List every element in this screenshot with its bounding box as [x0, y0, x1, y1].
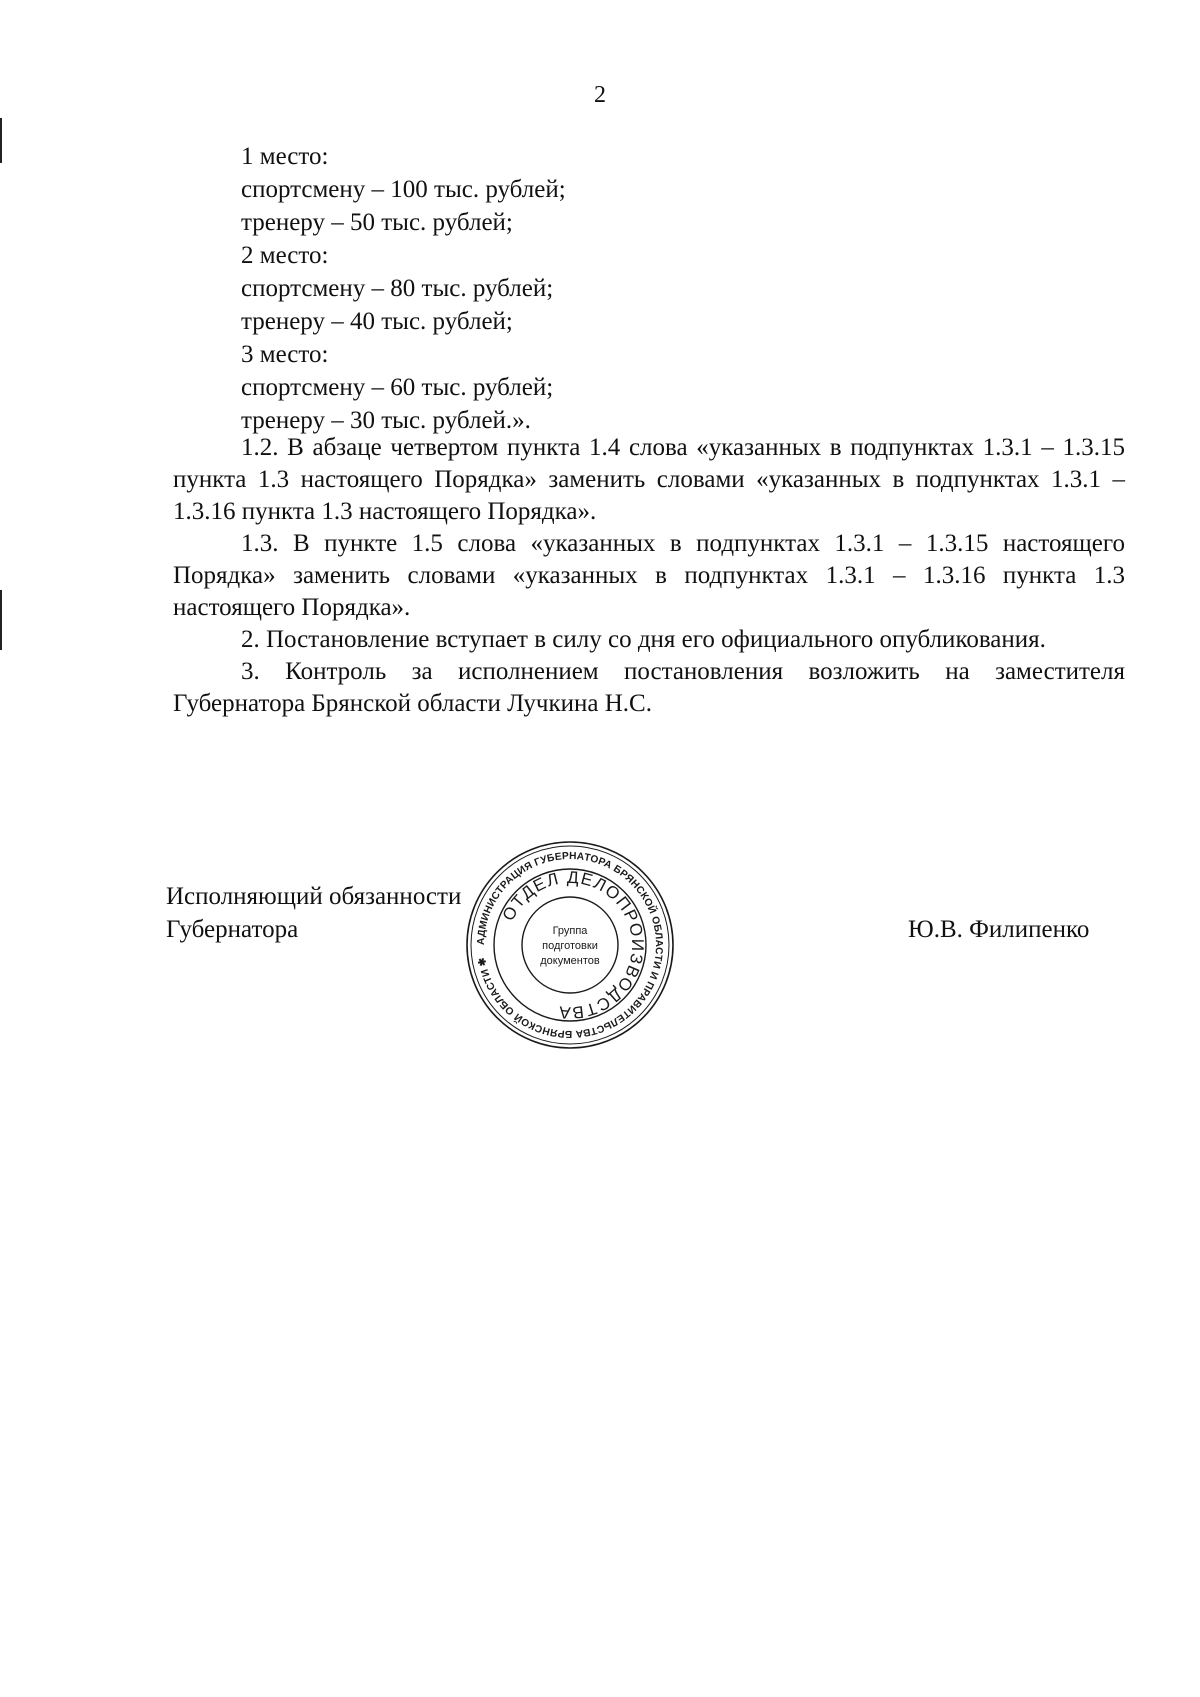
- prize-line: тренеру – 50 тыс. рублей;: [241, 209, 513, 236]
- scan-edge-mark: [0, 118, 2, 163]
- stamp-center-line: документов: [540, 955, 600, 967]
- signatory-title: [166, 880, 461, 946]
- prize-line: 2 место:: [241, 242, 329, 269]
- stamp-center-line: подготовки: [542, 940, 598, 952]
- stamp-outer-text: АДМИНИСТРАЦИЯ ГУБЕРНАТОРА БРЯНСКОЙ ОБЛАСТИ И ПРАВИТЕЛЬСТВА БРЯНСКОЙ ОБЛАСТИ ✱: [475, 850, 665, 1040]
- document-body: [173, 432, 1125, 720]
- paragraph-1-2: 1.2. В абзаце четвертом пункта 1.4 слова «указанных в подпунктах 1.3.1 – 1.3.15 пункта 1.3 настоящего Порядка» заменить словами «указанных в подпунктах 1.3.1 – 1.3.16 пункта 1.3 настоящего Порядка».: [173, 434, 1125, 525]
- paragraph-1-3: 1.3. В пункте 1.5 слова «указанных в подпунктах 1.3.1 – 1.3.15 настоящего Порядка» заменить словами «указанных в подпунктах 1.3.1 – 1.3.16 пункта 1.3 настоящего Порядка».: [173, 530, 1125, 621]
- prize-line: 3 место:: [241, 341, 329, 368]
- signatory-name: Ю.В. Филипенко: [908, 916, 1090, 943]
- prize-line: спортсмену – 100 тыс. рублей;: [241, 176, 566, 203]
- prize-line: спортсмену – 80 тыс. рублей;: [241, 275, 554, 302]
- prize-list: [241, 140, 941, 437]
- stamp-inner-text: ОТДЕЛ ДЕЛОПРОИЗВОДСТВА: [498, 867, 648, 1023]
- paragraph-3: 3. Контроль за исполнением постановления возложить на заместителя Губернатора Брянской области Лучкина Н.С.: [173, 658, 1125, 717]
- signatory-title-line: Исполняющий обязанности: [166, 883, 462, 910]
- signatory-title-line: Губернатора: [166, 916, 299, 943]
- prize-line: тренеру – 40 тыс. рублей;: [241, 308, 513, 335]
- paragraph-2: 2. Постановление вступает в силу со дня его официального опубликования.: [241, 626, 1046, 653]
- scan-edge-mark: [0, 590, 2, 650]
- prize-line: тренеру – 30 тыс. рублей.».: [241, 407, 531, 434]
- prize-line: спортсмену – 60 тыс. рублей;: [241, 374, 554, 401]
- page-number: 2: [594, 82, 606, 108]
- official-stamp: [465, 840, 675, 1050]
- prize-line: 1 место:: [241, 143, 329, 170]
- stamp-center-line: Группа: [552, 925, 588, 937]
